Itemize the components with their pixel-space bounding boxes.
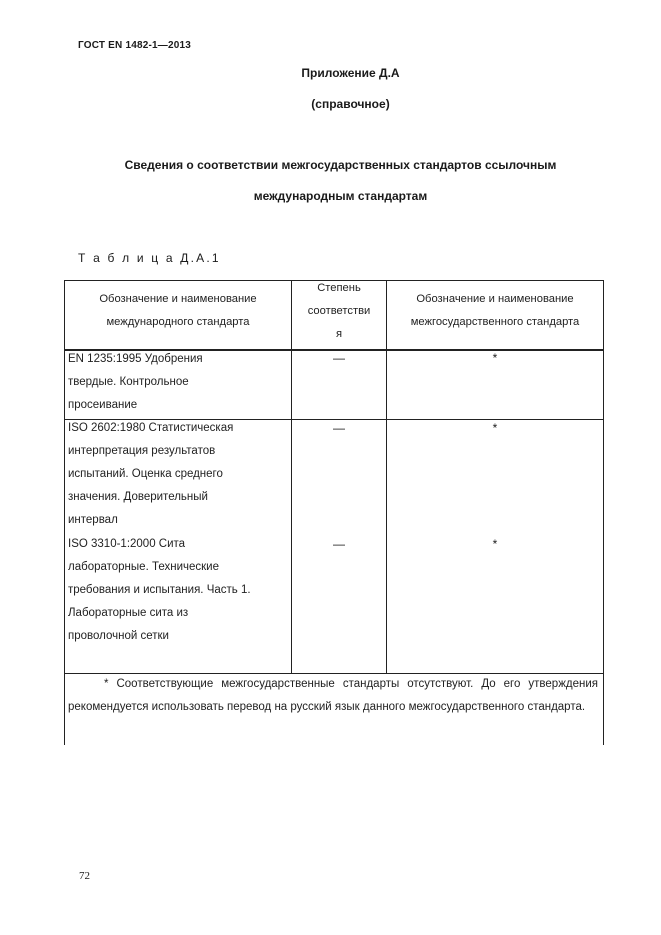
header-international xyxy=(65,288,291,334)
cell-line: интерпретация результатов xyxy=(68,445,216,457)
footnote-text: * Соответствующие межгосударственные стандарты отсутствуют. До его утверждения рекомендуется использовать перевод на русский язык данного межгосударственного стандарта. xyxy=(68,678,598,713)
cell-line: твердые. Контрольное xyxy=(68,376,189,388)
cell-line: требования и испытания. Часть 1. xyxy=(68,584,251,596)
header-degree xyxy=(292,277,386,346)
cell-line: испытаний. Оценка среднего xyxy=(68,468,223,480)
header-line: Обозначение и наименование xyxy=(416,293,574,305)
header-line: Обозначение и наименование xyxy=(99,293,257,305)
correspondence-table xyxy=(64,280,604,745)
page-number: 72 xyxy=(79,870,90,882)
cell-line: ISO 3310-1:2000 Сита xyxy=(68,538,186,550)
document-code: ГОСТ EN 1482-1—2013 xyxy=(78,40,192,51)
cell-line: лабораторные. Технические xyxy=(68,561,219,573)
cell-line: EN 1235:1995 Удобрения xyxy=(68,353,203,365)
header-line: я xyxy=(335,328,343,340)
cell-line: просеивание xyxy=(68,399,138,411)
annex-heading-line-1: Сведения о соответствии межгосударственных стандартов ссылочным xyxy=(124,158,557,172)
cell-line: проволочной сетки xyxy=(68,630,169,642)
table-row-2-interstate: * xyxy=(492,421,498,435)
header-line: соответстви xyxy=(307,305,371,317)
header-line: межгосударственного стандарта xyxy=(410,316,580,328)
table-footnote xyxy=(68,673,598,719)
table-row-3-interstate: * xyxy=(492,537,498,551)
annex-subtitle: (справочное) xyxy=(311,97,390,111)
table-border-right xyxy=(603,280,604,745)
annex-title: Приложение Д.А xyxy=(301,66,400,80)
table-row-1-international xyxy=(68,348,290,417)
annex-heading-line-2: международным стандартам xyxy=(253,189,428,203)
table-row-1-interstate: * xyxy=(492,351,498,365)
table-border-left xyxy=(64,280,65,745)
table-row-3-degree: — xyxy=(333,537,345,551)
table-caption: Т а б л и ц а Д.А.1 xyxy=(78,251,221,265)
cell-line: Лабораторные сита из xyxy=(68,607,189,619)
table-row-2-international xyxy=(68,417,290,532)
header-line: международного стандарта xyxy=(106,316,250,328)
table-row-2-degree: — xyxy=(333,421,345,435)
cell-line: интервал xyxy=(68,514,118,526)
cell-line: значения. Доверительный xyxy=(68,491,208,503)
table-column-divider xyxy=(386,280,387,673)
table-row-3-international xyxy=(68,533,290,648)
header-line: Степень xyxy=(317,282,361,294)
table-row-1-degree: — xyxy=(333,351,345,365)
cell-line: ISO 2602:1980 Статистическая xyxy=(68,422,234,434)
header-interstate xyxy=(387,288,603,334)
